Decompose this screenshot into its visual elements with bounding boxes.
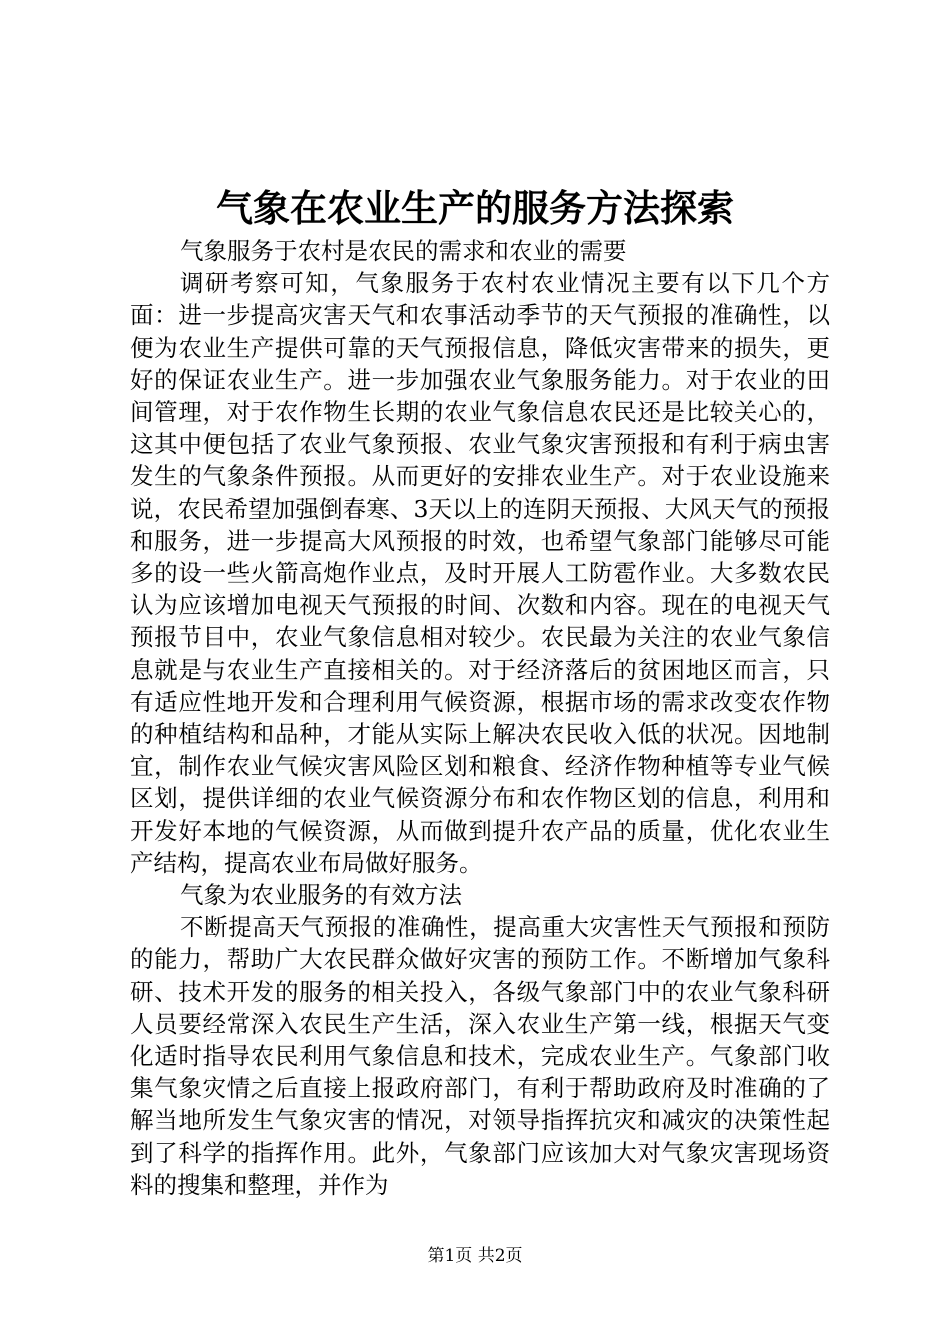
section-heading-2: 气象为农业服务的有效方法 [180, 881, 462, 910]
document-title: 气象在农业生产的服务方法探索 [216, 186, 734, 230]
page-footer: 第1页 共2页 [427, 1246, 523, 1266]
body-paragraph-2: 不断提高天气预报的准确性，提高重大灾害性天气预报和预防的能力，帮助广大农民群众做好灾害的预防工作。不断增加气象科研、技术开发的服务的相关投入，各级气象部门中的农业气象科研人员要经常深入农民生产生活，深入农业生产第一线，根据天气变化适时指导农民利用气象信息和技术，完成农业生产。气象部门收集气象灾情之后直接上报政府部门，有利于帮助政府及时准确的了解当地所发生气象灾害的情况，对领导指挥抗灾和减灾的决策性起到了科学的指挥作用。此外，气象部门应该加大对气象灾害现场资料的搜集和整理，并作为 [130, 913, 830, 1199]
body-paragraph-1: 调研考察可知，气象服务于农村农业情况主要有以下几个方面：进一步提高灾害天气和农事活动季节的天气预报的准确性，以便为农业生产提供可靠的天气预报信息，降低灾害带来的损失，更好的保证农业生产。进一步加强农业气象服务能力。对于农业的田间管理，对于农作物生长期的农业气象信息农民还是比较关心的，这其中便包括了农业气象预报、农业气象灾害预报和有利于病虫害发生的气象条件预报。从而更好的安排农业生产。对于农业设施来说，农民希望加强倒春寒、3天以上的连阴天预报、大风天气的预报和服务，进一步提高大风预报的时效，也希望气象部门能够尽可能多的设一些火箭高炮作业点，及时开展人工防雹作业。大多数农民认为应该增加电视天气预报的时间、次数和内容。现在的电视天气预报节目中，农业气象信息相对较少。农民最为关注的农业气象信息就是与农业生产直接相关的。对于经济落后的贫困地区而言，只有适应性地开发和合理利用气候资源，根据市场的需求改变农作物的种植结构和品种，才能从实际上解决农民收入低的状况。因地制宜，制作农业气候灾害风险区划和粮食、经济作物种植等专业气候区划，提供详细的农业气候资源分布和农作物区划的信息，利用和开发好本地的气候资源，从而做到提升农产品的质量，优化农业生产结构，提高农业布局做好服务。 [130, 269, 830, 877]
section-heading-1: 气象服务于农村是农民的需求和农业的需要 [180, 237, 627, 265]
document-body [130, 235, 830, 1201]
